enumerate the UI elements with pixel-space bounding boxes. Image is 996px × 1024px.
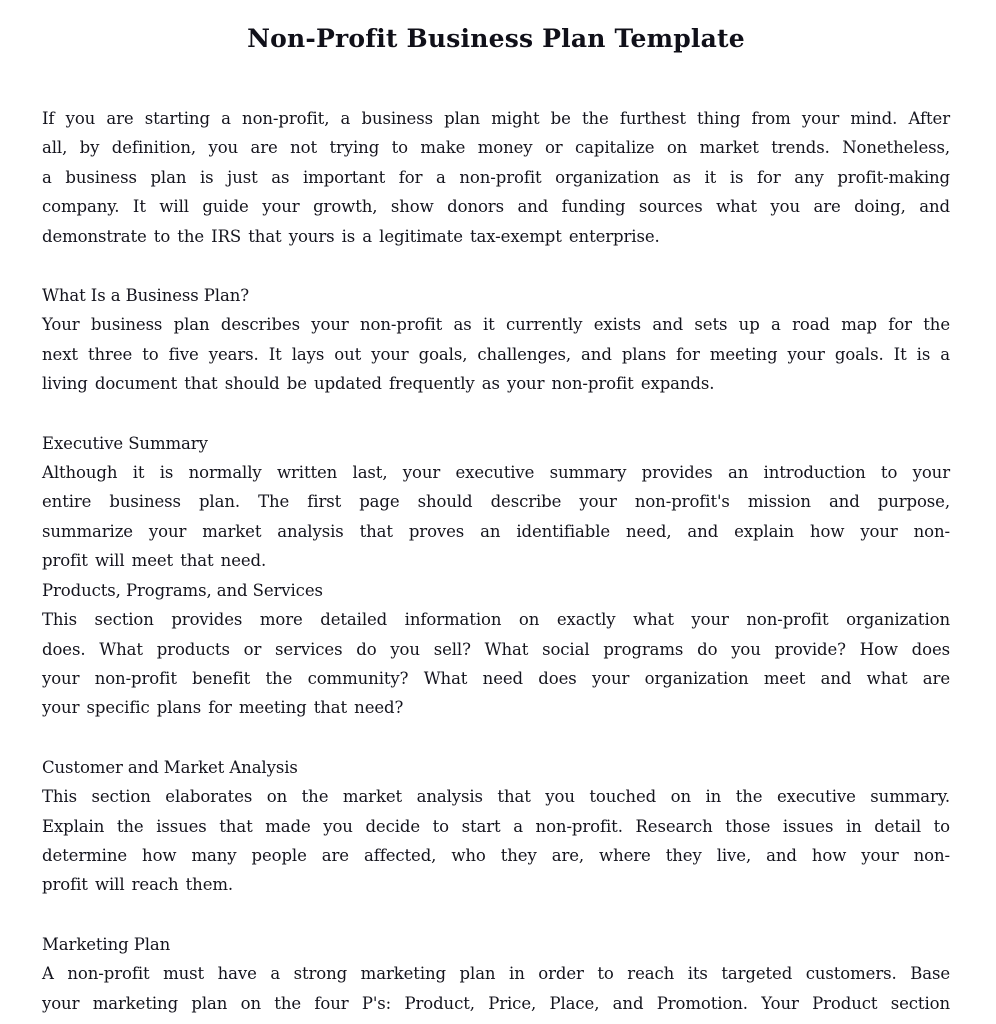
paragraph-line: determine how many people are affected, who they are, where they live, and how your non-: [42, 845, 950, 865]
section-heading: Customer and Market Analysis: [42, 757, 298, 777]
paragraph-line: Explain the issues that made you decide to start a non-profit. Research those issues in detail to: [42, 816, 950, 836]
section-marketing-plan: [42, 930, 950, 1018]
section-what-is-a-business-plan: [42, 281, 950, 399]
paragraph-line: This section elaborates on the market analysis that you touched on in the executive summary.: [42, 787, 950, 807]
paragraph-line: a business plan is just as important for a non-profit organization as it is for any profit-making: [42, 167, 950, 187]
paragraph-line: all, by definition, you are not trying to make money or capitalize on market trends. Nonetheless,: [42, 138, 950, 158]
paragraph-line: does. What products or services do you sell? What social programs do you provide? How does: [42, 639, 950, 659]
paragraph-line: Although it is normally written last, your executive summary provides an introduction to your: [42, 463, 950, 483]
section-heading: Executive Summary: [42, 433, 208, 453]
paragraph: [42, 605, 950, 723]
paragraph-line: living document that should be updated frequently as your non-profit expands.: [42, 374, 715, 394]
paragraph: [42, 310, 950, 398]
section-heading: What Is a Business Plan?: [42, 286, 249, 306]
document-title: Non-Profit Business Plan Template: [247, 24, 745, 53]
document-body: [42, 104, 950, 1018]
paragraph-line: If you are starting a non-profit, a business plan might be the furthest thing from your mind. After: [42, 109, 950, 128]
paragraph-line: profit will meet that need.: [42, 551, 267, 571]
paragraph-line: company. It will guide your growth, show donors and funding sources what you are doing, and: [42, 197, 950, 217]
paragraph-line: your non-profit benefit the community? What need does your organization meet and what are: [42, 668, 950, 688]
paragraph: [42, 104, 950, 251]
section-executive-summary: [42, 429, 950, 723]
paragraph-line: entire business plan. The first page should describe your non-profit's mission and purpose,: [42, 492, 950, 512]
paragraph: [42, 782, 950, 900]
paragraph-line: demonstrate to the IRS that yours is a legitimate tax-exempt enterprise.: [42, 226, 660, 246]
section-heading: Marketing Plan: [42, 934, 171, 954]
paragraph: [42, 458, 950, 576]
paragraph-line: A non-profit must have a strong marketing plan in order to reach its targeted customers. Base: [42, 964, 950, 984]
paragraph-line: profit will reach them.: [42, 875, 234, 895]
paragraph-line: summarize your market analysis that proves an identifiable need, and explain how your non-: [42, 521, 950, 541]
section-heading: Products, Programs, and Services: [42, 580, 323, 600]
section-customer-and-market-analysis: [42, 753, 950, 900]
paragraph-line: your specific plans for meeting that need?: [42, 698, 404, 718]
paragraph: [42, 959, 950, 1018]
paragraph-line: This section provides more detailed information on exactly what your non-profit organization: [42, 610, 950, 630]
paragraph-line: your marketing plan on the four P's: Product, Price, Place, and Promotion. Your Product section: [42, 993, 950, 1013]
section-intro: [42, 104, 950, 251]
paragraph-line: next three to five years. It lays out your goals, challenges, and plans for meeting your goals. It is a: [42, 344, 950, 364]
paragraph-line: Your business plan describes your non-profit as it currently exists and sets up a road map for the: [42, 315, 950, 335]
